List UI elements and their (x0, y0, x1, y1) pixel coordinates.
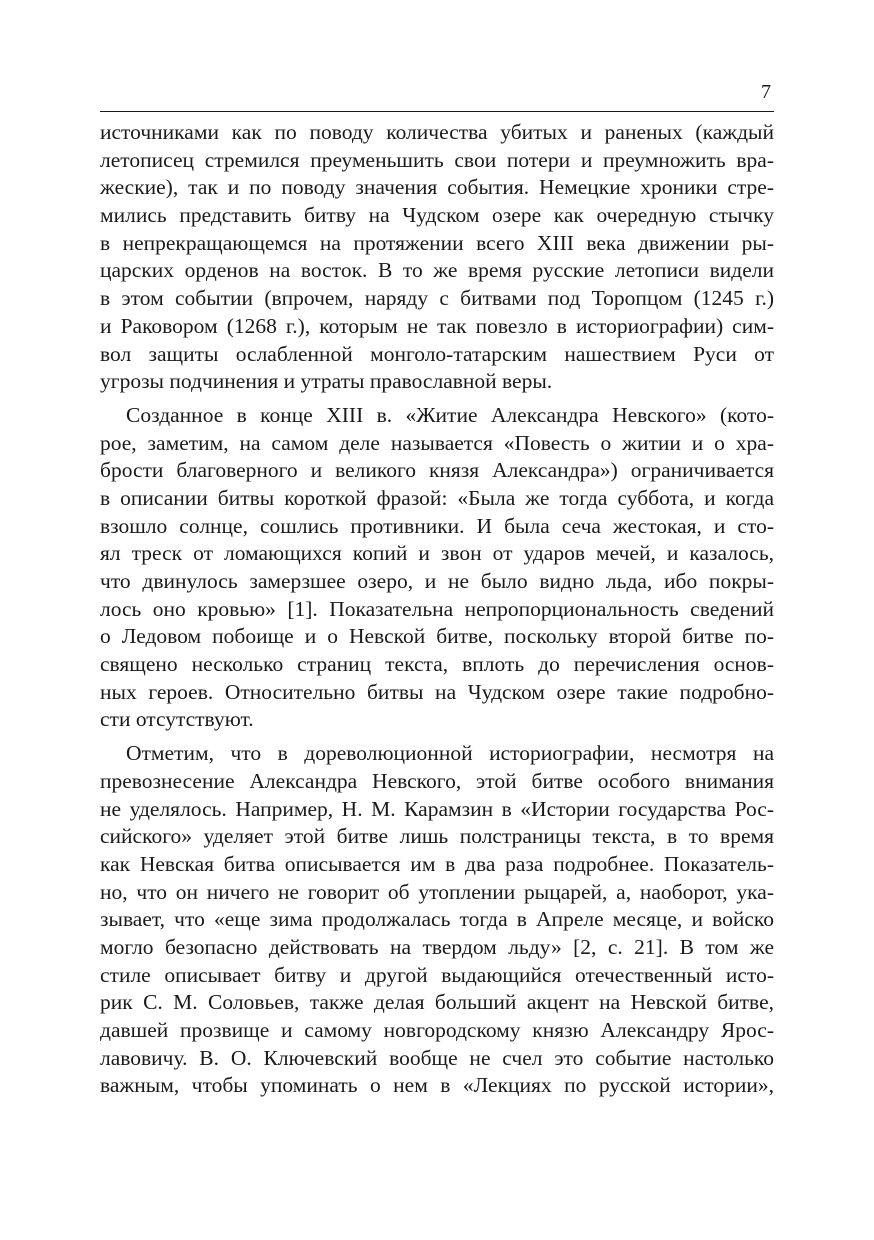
text-line: лось оно кровью» [1]. Показательна непропорциональность сведений (100, 596, 774, 621)
text-line: Отметим, что в дореволюционной историографии, несмотря на (126, 741, 774, 766)
text-line: брости благоверного и великого князя Александра») ограничивается (100, 458, 774, 483)
text-line: в этом событии (впрочем, наряду с битвами под Торопцом (1245 г.) (100, 286, 774, 311)
text-line: сти отсутствуют. (100, 707, 254, 732)
text-line: стиле описывает битву и другой выдающийся отечественный исто- (100, 962, 774, 987)
header-rule (100, 111, 774, 112)
text-line: царских орденов на восток. В то же время русские летописи видели (100, 258, 774, 283)
text-line: вол защиты ослабленной монголо-татарским нашествием Руси от (100, 341, 774, 366)
text-line: жеские), так и по поводу значения события. Немецкие хроники стре- (100, 175, 774, 200)
text-line: мились представить битву на Чудском озере как очередную стычку (100, 203, 774, 228)
text-line: летописец стремился преуменьшить свои потери и преумножить вра- (100, 147, 774, 172)
text-line: и Раковором (1268 г.), которым не так повезло в историографии) сим- (100, 313, 774, 338)
paragraph-3 (100, 740, 774, 1100)
text-body (100, 119, 774, 1106)
text-line: важным, чтобы упоминать о нем в «Лекциях по русской истории», (100, 1073, 774, 1098)
text-line: но, что он ничего не говорит об утоплении рыцарей, а, наоборот, ука- (100, 879, 774, 904)
paragraph-1 (100, 119, 774, 396)
text-line: лавовичу. В. О. Ключевский вообще не счел это событие настолько (100, 1045, 774, 1070)
text-line: как Невская битва описывается им в два раза подробнее. Показатель- (100, 851, 774, 876)
text-line: в описании битвы короткой фразой: «Была же тогда суббота, и когда (100, 485, 774, 510)
text-line: рик С. М. Соловьев, также делая больший акцент на Невской битве, (100, 990, 774, 1015)
text-line: могло безопасно действовать на твердом льду» [2, с. 21]. В том же (100, 934, 774, 959)
text-line: в непрекращающемся на протяжении всего XIII века движении ры- (100, 230, 774, 255)
page-number: 7 (761, 81, 771, 103)
text-line: не уделялось. Например, Н. М. Карамзин в «Истории государства Рос- (100, 796, 774, 821)
text-line: ных героев. Относительно битвы на Чудском озере такие подробно- (100, 679, 774, 704)
text-line: угрозы подчинения и утраты православной веры. (100, 369, 553, 394)
text-line: зывает, что «еще зима продолжалась тогда в Апреле месяце, и войско (100, 907, 774, 932)
text-line: о Ледовом побоище и о Невской битве, поскольку второй битве по- (100, 624, 774, 649)
text-line: рое, заметим, на самом деле называется «Повесть о житии и о хра- (100, 430, 774, 455)
text-line: превознесение Александра Невского, этой битве особого внимания (100, 768, 774, 793)
text-line: что двинулось замерзшее озеро, и не было видно льда, ибо покры- (100, 569, 774, 593)
text-line: давшей прозвище и самому новгородскому князю Александру Ярос- (100, 1018, 774, 1042)
text-line: ял треск от ломающихся копий и звон от ударов мечей, и казалось, (100, 541, 774, 566)
text-line: взошло солнце, сошлись противники. И была сеча жестокая, и сто- (100, 513, 774, 538)
text-line: сийского» уделяет этой битве лишь полстраницы текста, в то время (100, 824, 774, 849)
text-line: Созданное в конце XIII в. «Житие Александра Невского» (кото- (126, 402, 774, 427)
text-line: источниками как по поводу количества убитых и раненых (каждый (100, 120, 774, 144)
text-line: священо несколько страниц текста, вплоть до перечисления основ- (100, 652, 774, 677)
paragraph-2 (100, 402, 774, 734)
